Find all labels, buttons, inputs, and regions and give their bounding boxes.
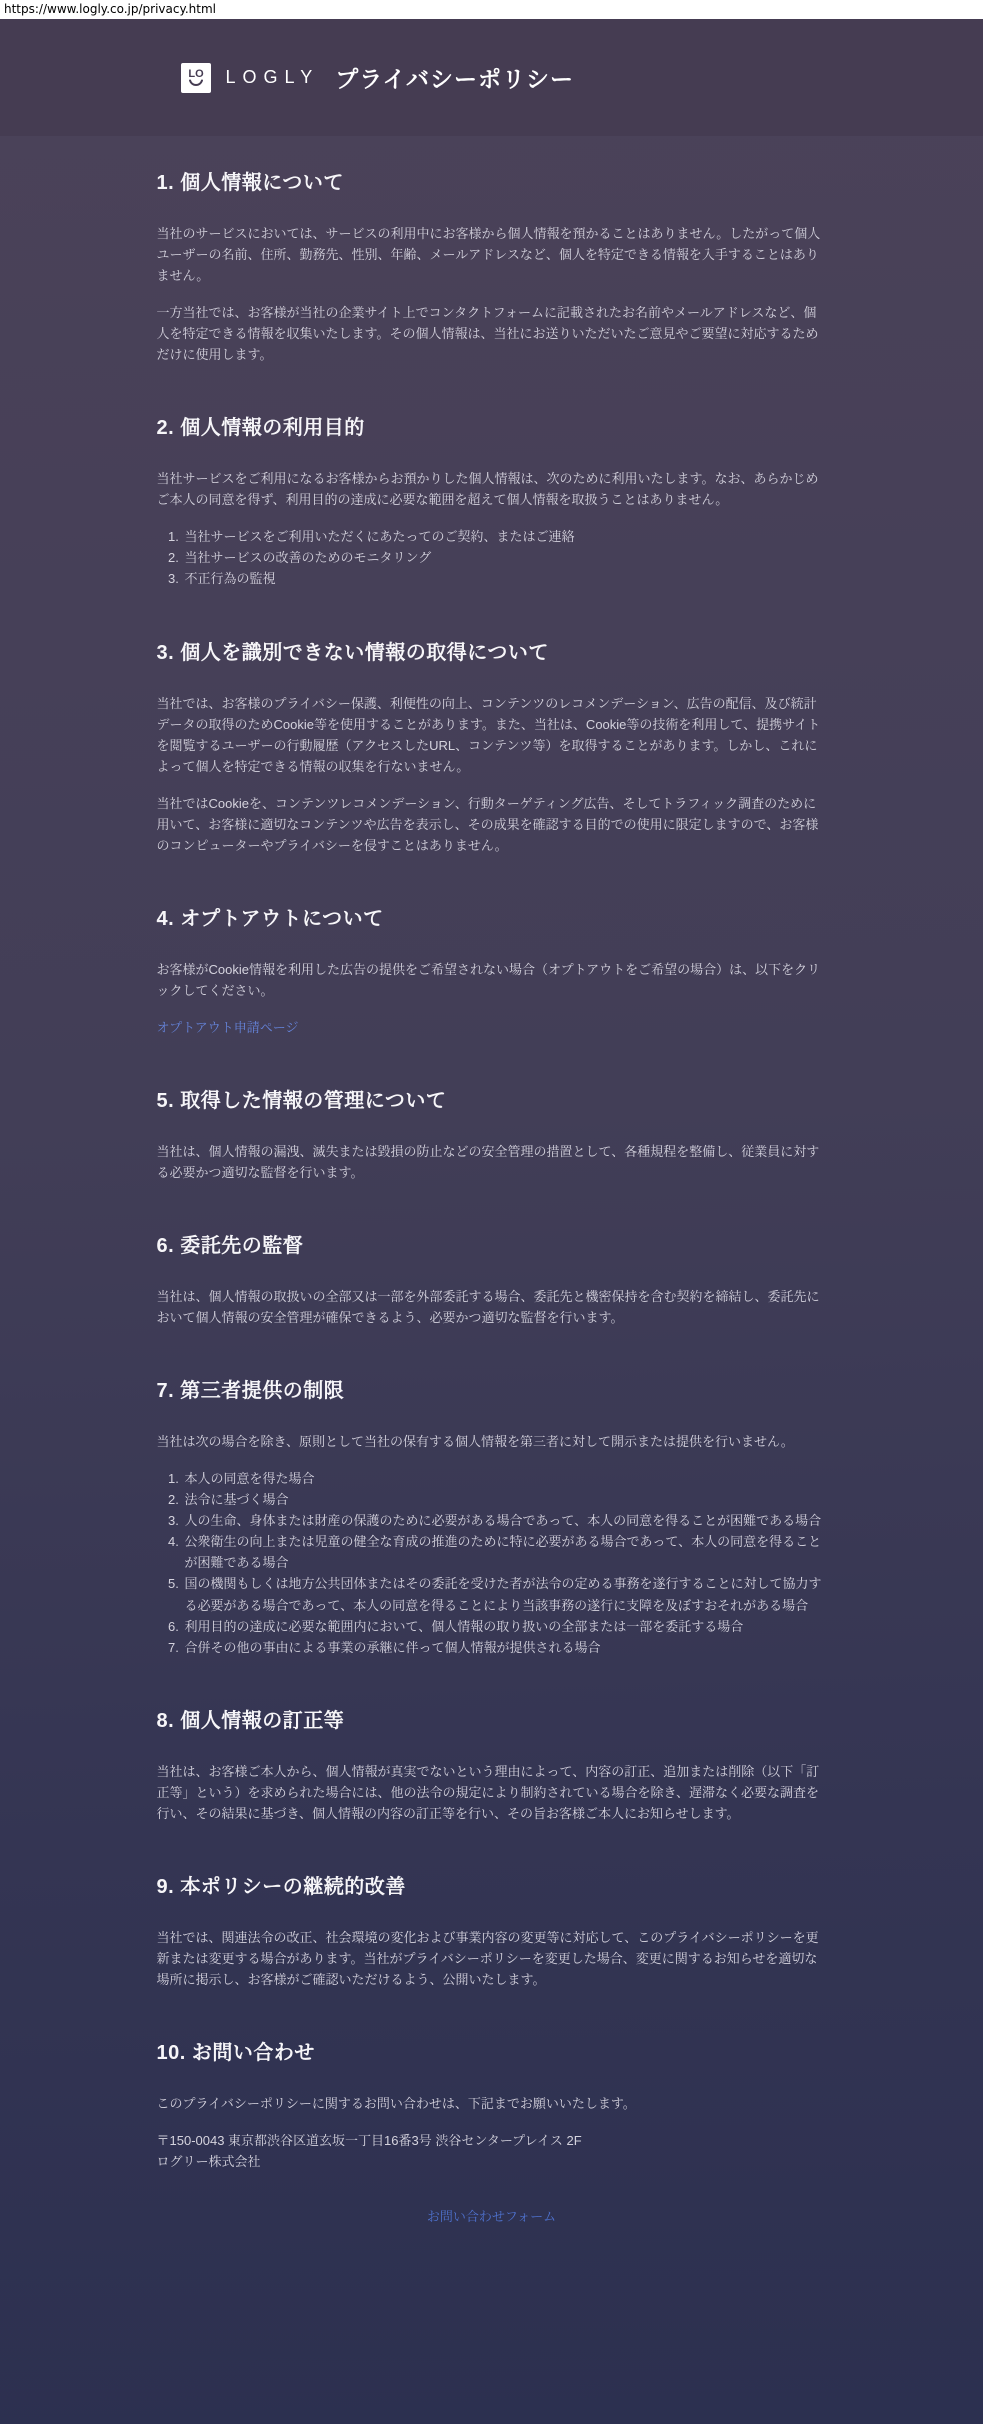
section-list: [157, 526, 827, 589]
section-paragraph: 当社サービスをご利用になるお客様からお預かりした個人情報は、次のために利用いたします。なお、あらかじめご本人の同意を得ず、利用目的の達成に必要な範囲を超えて個人情報を取扱うことはありません。: [156, 471, 819, 508]
section-paragraph: 当社は、個人情報の取扱いの全部又は一部を外部委託する場合、委託先と機密保持を含む契約を締結し、委託先において個人情報の安全管理が確保できるよう、必要かつ適切な監督を行います。: [156, 1289, 820, 1326]
section-paragraph: 当社は、お客様ご本人から、個人情報が真実でないという理由によって、内容の訂正、追加または削除（以下「訂正等」という）を求められた場合には、他の法令の規定により制約されている場合を除き、遅滞なく必要な調査を行い、その結果に基づき、個人情報の内容の訂正等を行い、その旨お客様ご本人にお知らせします。: [156, 1763, 820, 1821]
policy-section: [157, 1229, 827, 1328]
policy-section: [157, 636, 827, 856]
policy-section: [157, 1374, 827, 1657]
page-title: プライバシーポリシー: [335, 66, 575, 92]
list-item: 2. 当社サービスの改善のためのモニタリング: [183, 547, 827, 568]
section-paragraph: 一方当社では、お客様が当社の企業サイト上でコンタクトフォームに記載されたお名前やメールアドレスなど、個人を特定できる情報を収集いたします。その個人情報は、当社にお送りいただいたご意見やご要望に対応するためだけに使用します。: [156, 305, 819, 363]
section-title: 8. 個人情報の訂正等: [156, 1709, 345, 1732]
link-line: [157, 1017, 827, 1038]
contact-form-link[interactable]: お問い合わせフォーム: [426, 2209, 557, 2225]
list-item: 6. 利用目的の達成に必要な範囲内において、個人情報の取り扱いの全部または一部を委託する場合: [183, 1616, 827, 1637]
list-item: 5. 国の機関もしくは地方公共団体またはその委託を受けた者が法令の定める事務を遂行することに対して協力する必要がある場合であって、本人の同意を得ることにより当該事務の遂行に支障を及ぼすおそれがある場合: [183, 1573, 827, 1615]
logly-logo-icon: [181, 63, 211, 93]
section-title: 7. 第三者提供の制限: [156, 1380, 345, 1403]
policy-section: [157, 1084, 827, 1183]
svg-text:LO: LO: [187, 67, 204, 80]
policy-section: [157, 1870, 827, 1990]
optout-link[interactable]: オプトアウト申請ページ: [156, 1019, 299, 1035]
url-bar: [0, 0, 983, 19]
section-list: [157, 1468, 827, 1657]
page-header: [0, 19, 983, 136]
section-paragraph: 当社は次の場合を除き、原則として当社の保有する個人情報を第三者に対して開示または提供を行いません。: [156, 1434, 794, 1450]
section-paragraph: 当社は、個人情報の漏洩、滅失または毀損の防止などの安全管理の措置として、各種規程を整備し、従業員に対する必要かつ適切な監督を行います。: [156, 1143, 820, 1181]
policy-section: [157, 411, 827, 589]
smile-face-icon: [181, 63, 211, 93]
list-item: 3. 人の生命、身体または財産の保護のために必要がある場合であって、本人の同意を得ることが困難である場合: [183, 1510, 827, 1531]
list-item: 2. 法令に基づく場合: [183, 1489, 827, 1510]
section-title: 2. 個人情報の利用目的: [156, 417, 365, 440]
list-item: 4. 公衆衛生の向上または児童の健全な育成の推進のために特に必要がある場合であって、本人の同意を得ることが困難である場合: [183, 1531, 827, 1573]
section-title: 4. オプトアウトについて: [156, 907, 384, 930]
section-title: 10. お問い合わせ: [156, 2041, 315, 2064]
policy-section: [157, 902, 827, 1038]
section-title: 6. 委託先の監督: [156, 1235, 304, 1258]
privacy-page: [0, 19, 983, 2424]
company-address: 〒150-0043 東京都渋谷区道玄坂一丁目16番3号 渋谷センタープレイス 2F ログリー株式会社: [156, 2132, 582, 2170]
section-title: 9. 本ポリシーの継続的改善: [156, 1875, 406, 1898]
section-paragraph: お客様がCookie情報を利用した広告の提供をご希望されない場合（オプトアウトをご希望の場合）は、以下をクリックしてください。: [156, 961, 821, 998]
policy-section: [157, 166, 827, 365]
link-line: [157, 2206, 827, 2227]
page-url: https://www.logly.co.jp/privacy.html: [4, 2, 217, 16]
policy-section: [157, 2036, 827, 2227]
list-item: 7. 合併その他の事由による事業の承継に伴って個人情報が提供される場合: [183, 1637, 827, 1658]
policy-content: [157, 166, 827, 2337]
section-paragraph: 当社では、お客様のプライバシー保護、利便性の向上、コンテンツのレコメンデーション、広告の配信、及び統計データの取得のためCookie等を使用することがあります。また、当社は、Cookie等の技術を利用して、提携サイトを閲覧するユーザーの行動履歴（アクセスしたURL、コンテンツ等）を取得することがあります。しかし、これによって個人を特定できる情報の収集を行ないません。: [156, 695, 821, 774]
list-item: 3. 不正行為の監視: [183, 568, 827, 589]
brand-row: [133, 61, 851, 94]
section-paragraph: 当社ではCookieを、コンテンツレコメンデーション、行動ターゲティング広告、そしてトラフィック調査のために用いて、お客様に適切なコンテンツや広告を表示し、その成果を確認する目的での使用に限定しますので、お客様のコンピューターやプライバシーを侵すことはありません。: [156, 795, 819, 853]
section-title: 1. 個人情報について: [156, 172, 344, 194]
brand-wordmark: LOGLY: [225, 67, 320, 87]
section-paragraph: 当社のサービスにおいては、サービスの利用中にお客様から個人情報を預かることはありません。したがって個人ユーザーの名前、住所、勤務先、性別、年齢、メールアドレスなど、個人を特定できる情報を入手することはありません。: [156, 226, 821, 284]
section-paragraph: 当社では、関連法令の改正、社会環境の変化および事業内容の変更等に対応して、このプライバシーポリシーを更新または変更する場合があります。当社がプライバシーポリシーを変更した場合、変更に関するお知らせを適切な場所に掲示し、お客様がご確認いただけるよう、公開いたします。: [156, 1929, 819, 1987]
policy-section: [157, 1704, 827, 1824]
section-paragraph: このプライバシーポリシーに関するお問い合わせは、下記までお願いいたします。: [156, 2095, 636, 2111]
list-item: 1. 当社サービスをご利用いただくにあたってのご契約、またはご連絡: [183, 526, 827, 547]
section-title: 3. 個人を識別できない情報の取得について: [156, 641, 549, 664]
list-item: 1. 本人の同意を得た場合: [183, 1468, 827, 1489]
section-title: 5. 取得した情報の管理について: [156, 1089, 447, 1112]
